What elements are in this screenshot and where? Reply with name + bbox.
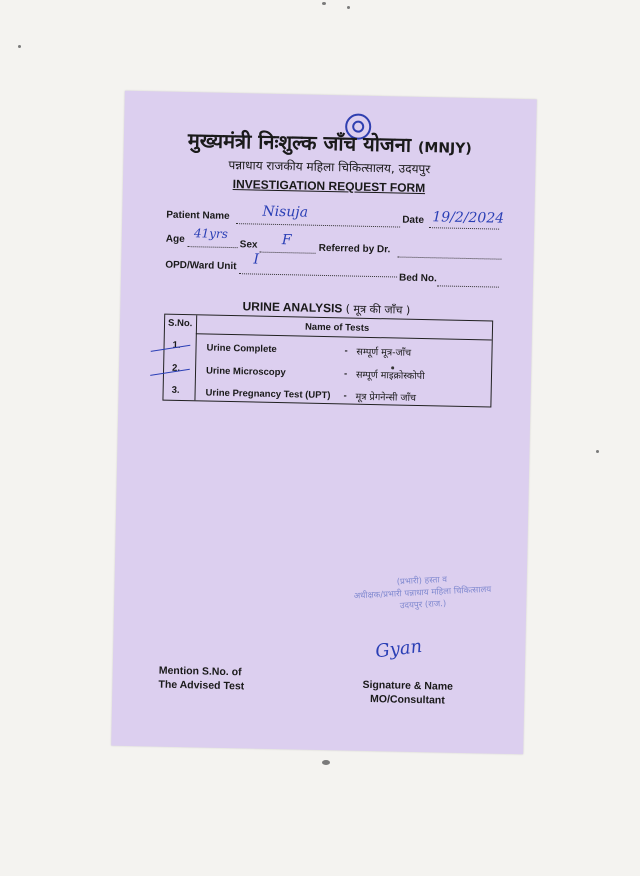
row-1-test: Urine Complete — [206, 342, 277, 355]
row-1-test-hindi: सम्पूर्ण मूत्र-जाँच — [356, 346, 412, 359]
section-title: URINE ANALYSIS — [242, 299, 343, 316]
row-3-separator: - — [343, 390, 347, 402]
date-value: 19/2/2024 — [432, 209, 505, 227]
footer-left-line-1: Mention S.No. of — [158, 664, 242, 679]
stamp-line-2: अधीक्षक/प्रभारी पन्नाधाय महिला चिकित्सालय — [353, 584, 492, 602]
header-test-name: Name of Tests — [304, 321, 370, 334]
row-2-sno: 2. — [171, 362, 181, 374]
title-hindi: मुख्यमंत्री निःशुल्क जाँच योजना — [187, 128, 412, 157]
row-2-separator: - — [343, 368, 348, 380]
stamp-line-1: (प्रभारी) हस्ता व — [396, 574, 448, 588]
footer-right-line-1: Signature & Name — [362, 678, 454, 693]
footer-left-line-2: The Advised Test — [158, 678, 245, 693]
age-value: 41yrs — [193, 226, 229, 241]
row-1-separator: - — [344, 345, 348, 357]
row-2-check-mark — [150, 369, 190, 376]
age-line — [188, 245, 238, 248]
signature-caption — [362, 678, 453, 708]
row-3-sno: 3. — [171, 384, 180, 396]
footer-right-line-2: MO/Consultant — [369, 693, 445, 707]
date-label: Date — [402, 214, 425, 227]
row-1-check-mark — [151, 345, 191, 352]
row-3-test: Urine Pregnancy Test (UPT) — [205, 387, 331, 402]
opd-ward-label: OPD/Ward Unit — [165, 259, 237, 273]
bed-no-label: Bed No. — [398, 272, 437, 285]
row-3-test-hindi: मूत्र प्रेगनेन्सी जाँच — [355, 391, 417, 404]
scan-speck — [322, 760, 330, 765]
doctor-signature: Gyan — [374, 635, 424, 663]
ink-dot — [391, 366, 394, 369]
scan-speck — [596, 450, 599, 453]
stamp-line-3: उदयपुर (राज.) — [399, 598, 447, 612]
sex-label: Sex — [239, 239, 258, 251]
scan-speck — [322, 2, 326, 5]
row-2-test: Urine Microscopy — [205, 365, 286, 379]
sex-line — [260, 251, 316, 254]
opd-ward-value: I — [253, 251, 260, 268]
scan-speck — [18, 45, 21, 48]
table-header-divider — [196, 333, 492, 340]
age-label: Age — [165, 233, 185, 246]
referred-by-line — [397, 256, 501, 260]
patient-name-label: Patient Name — [166, 209, 230, 222]
referred-by-label: Referred by Dr. — [318, 242, 391, 256]
advised-test-note — [158, 664, 244, 694]
table-column-divider — [194, 315, 197, 400]
bed-no-line — [437, 284, 499, 287]
tests-table — [162, 314, 493, 408]
hospital-stamp — [332, 571, 514, 616]
opd-ward-line — [239, 272, 397, 277]
patient-name-line — [236, 222, 400, 227]
scan-speck — [347, 6, 350, 9]
form-title: INVESTIGATION REQUEST FORM — [232, 177, 426, 196]
section-title-hindi: ( मूत्र की जाँच ) — [345, 302, 411, 317]
date-line — [429, 226, 499, 229]
hospital-name: पन्नाधाय राजकीय महिला चिकित्सालय, उदयपुर — [228, 157, 431, 177]
investigation-request-form — [111, 91, 537, 754]
patient-name-value: Nisuja — [262, 203, 309, 221]
row-1-sno: 1. — [172, 339, 181, 351]
header-sno: S.No. — [167, 317, 193, 330]
row-2-test-hindi: सम्पूर्ण माइक्रोस्कोपी — [355, 369, 425, 383]
sex-value: F — [281, 232, 292, 249]
title-abbreviation: (MNJY) — [417, 139, 472, 158]
